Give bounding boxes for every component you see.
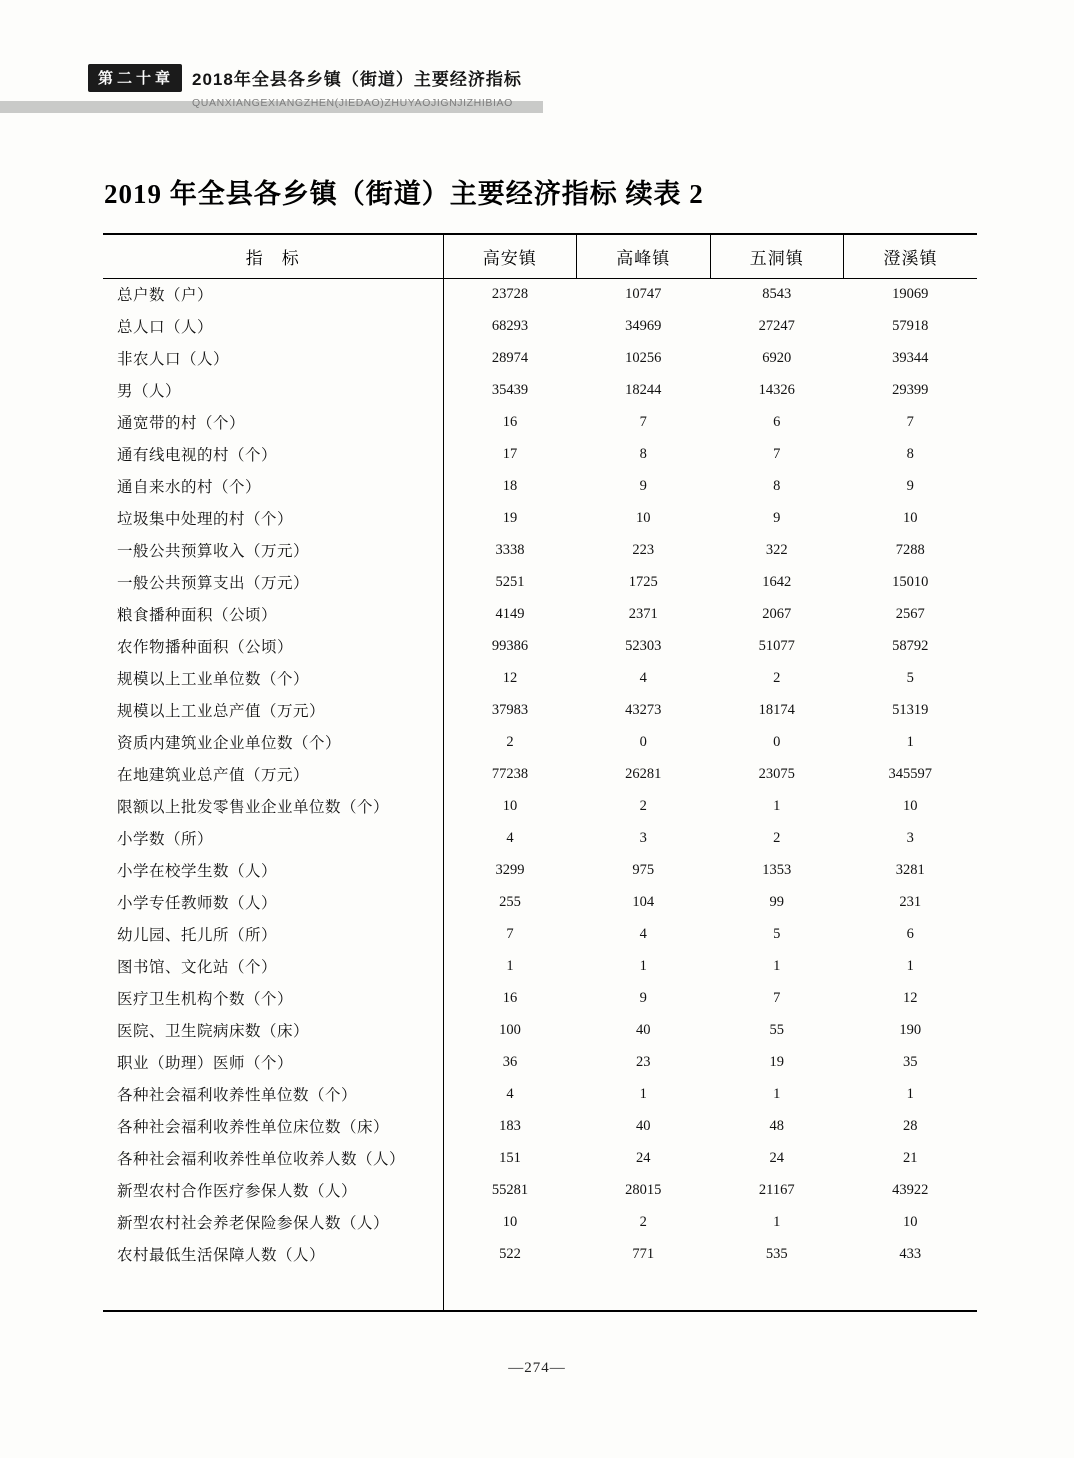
row-value: 6 (773, 413, 781, 430)
row-value: 8 (639, 445, 647, 462)
row-label: 医院、卫生院病床数（床） (103, 1014, 443, 1046)
table-row (103, 566, 977, 598)
row-value: 16 (502, 413, 518, 430)
row-value: 68293 (491, 317, 529, 334)
table-row (103, 854, 977, 886)
page-header (88, 64, 522, 109)
row-value: 18174 (758, 701, 795, 718)
row-value: 1 (773, 1213, 781, 1230)
row-value: 17 (502, 445, 518, 462)
row-value: 99386 (491, 637, 529, 654)
table-row (103, 598, 977, 630)
row-value: 4 (506, 829, 514, 846)
row-label: 在地建筑业总产值（万元） (103, 758, 443, 790)
table-row (103, 278, 977, 310)
table-row (103, 790, 977, 822)
row-value: 24 (636, 1149, 651, 1166)
row-value: 26281 (625, 765, 662, 782)
table-row (103, 406, 977, 438)
row-value: 12 (502, 669, 518, 686)
row-value: 4 (639, 925, 647, 942)
row-value: 1 (773, 957, 781, 974)
row-label: 规模以上工业单位数（个） (103, 662, 443, 694)
row-label: 男（人） (103, 374, 443, 406)
row-value: 27247 (758, 317, 795, 334)
row-value: 51077 (758, 637, 795, 654)
row-value: 36 (502, 1053, 518, 1070)
table-header-row (103, 234, 977, 278)
row-value: 2567 (895, 605, 925, 622)
row-value: 1 (639, 1085, 647, 1102)
row-label: 一般公共预算收入（万元） (103, 534, 443, 566)
row-value: 19 (769, 1053, 784, 1070)
row-value: 2067 (762, 605, 792, 622)
table-body (103, 278, 977, 1311)
row-label: 医疗卫生机构个数（个） (103, 982, 443, 1014)
column-header-indicator: 指 标 (103, 234, 443, 278)
table-row (103, 950, 977, 982)
row-value: 771 (632, 1245, 655, 1262)
row-value: 10 (502, 1213, 518, 1230)
table-row (103, 438, 977, 470)
column-header: 高安镇 (443, 234, 577, 278)
chapter-badge: 第二十章 (88, 64, 182, 92)
header-title: 2018年全县各乡镇（街道）主要经济指标 (192, 70, 522, 89)
row-value: 7 (906, 413, 914, 430)
column-header: 高峰镇 (577, 234, 711, 278)
row-label: 通宽带的村（个） (103, 406, 443, 438)
row-value: 1725 (628, 573, 658, 590)
row-label: 职业（助理）医师（个） (103, 1046, 443, 1078)
row-value: 34969 (625, 317, 662, 334)
row-value: 99 (769, 893, 784, 910)
row-value: 21 (903, 1149, 918, 1166)
row-value: 5 (906, 669, 914, 686)
row-value: 322 (765, 541, 788, 558)
table-row (103, 886, 977, 918)
row-value: 39344 (892, 349, 929, 366)
table-row (103, 918, 977, 950)
row-value: 100 (499, 1021, 521, 1038)
row-label: 一般公共预算支出（万元） (103, 566, 443, 598)
row-value: 1 (773, 1085, 781, 1102)
spacer-cell (103, 1270, 443, 1311)
row-value: 19 (502, 509, 518, 526)
row-value: 10 (903, 1213, 918, 1230)
row-value: 7288 (895, 541, 925, 558)
row-label: 非农人口（人） (103, 342, 443, 374)
row-label: 通自来水的村（个） (103, 470, 443, 502)
spacer-cell (443, 1270, 977, 1311)
row-label: 幼儿园、托儿所（所） (103, 918, 443, 950)
row-value: 223 (632, 541, 655, 558)
row-value: 77238 (491, 765, 529, 782)
row-label: 小学在校学生数（人） (103, 854, 443, 886)
row-value: 37983 (491, 701, 529, 718)
row-value: 2371 (628, 605, 658, 622)
row-label: 资质内建筑业企业单位数（个） (103, 726, 443, 758)
table-row (103, 534, 977, 566)
row-value: 15010 (892, 573, 929, 590)
row-value: 52303 (625, 637, 662, 654)
row-value: 2 (506, 733, 514, 750)
row-value: 3 (906, 829, 914, 846)
row-value: 1642 (762, 573, 792, 590)
row-value: 48 (769, 1117, 784, 1134)
row-value: 5 (773, 925, 781, 942)
row-value: 40 (636, 1117, 651, 1134)
row-value: 51319 (892, 701, 929, 718)
row-value: 255 (499, 893, 521, 910)
row-value: 2 (639, 1213, 647, 1230)
row-label: 粮食播种面积（公顷） (103, 598, 443, 630)
row-label: 新型农村合作医疗参保人数（人） (103, 1174, 443, 1206)
row-value: 2 (639, 797, 647, 814)
row-value: 2 (773, 669, 781, 686)
row-value: 28 (903, 1117, 918, 1134)
row-label: 小学数（所） (103, 822, 443, 854)
table-row (103, 662, 977, 694)
table-spacer-row (103, 1270, 977, 1311)
row-value: 14326 (758, 381, 795, 398)
row-value: 1 (906, 733, 914, 750)
row-value: 9 (639, 477, 647, 494)
row-value: 40 (636, 1021, 651, 1038)
table-row (103, 1110, 977, 1142)
table-row (103, 502, 977, 534)
row-value: 975 (632, 861, 655, 878)
row-value: 1353 (762, 861, 792, 878)
row-label: 各种社会福利收养性单位床位数（床） (103, 1110, 443, 1142)
table-row (103, 694, 977, 726)
row-value: 7 (639, 413, 647, 430)
row-value: 23 (636, 1053, 651, 1070)
row-label: 限额以上批发零售业企业单位数（个） (103, 790, 443, 822)
row-value: 43922 (892, 1181, 929, 1198)
table-row (103, 470, 977, 502)
row-value: 10256 (625, 349, 662, 366)
row-value: 7 (773, 989, 781, 1006)
row-value: 10 (903, 797, 918, 814)
row-label: 总人口（人） (103, 310, 443, 342)
row-value: 231 (899, 893, 922, 910)
table-row (103, 1014, 977, 1046)
row-value: 57918 (892, 317, 929, 334)
row-value: 8543 (762, 285, 792, 302)
row-value: 55281 (491, 1181, 529, 1198)
table-row (103, 374, 977, 406)
table-row (103, 726, 977, 758)
table-row (103, 1078, 977, 1110)
row-value: 4 (506, 1085, 514, 1102)
row-value: 345597 (888, 765, 932, 782)
row-value: 2 (773, 829, 781, 846)
row-value: 28974 (491, 349, 529, 366)
row-value: 19069 (892, 285, 929, 302)
row-value: 35 (903, 1053, 918, 1070)
row-label: 总户数（户） (103, 278, 443, 310)
row-value: 21167 (758, 1181, 795, 1198)
table-row (103, 1174, 977, 1206)
row-value: 8 (906, 445, 914, 462)
table-row (103, 1046, 977, 1078)
row-label: 通有线电视的村（个） (103, 438, 443, 470)
row-value: 9 (773, 509, 781, 526)
table-row (103, 630, 977, 662)
table-row (103, 758, 977, 790)
row-value: 3 (639, 829, 647, 846)
row-value: 29399 (892, 381, 929, 398)
row-label: 图书馆、文化站（个） (103, 950, 443, 982)
row-label: 农作物播种面积（公顷） (103, 630, 443, 662)
row-value: 10 (636, 509, 651, 526)
row-value: 151 (499, 1149, 521, 1166)
row-value: 12 (903, 989, 918, 1006)
row-value: 18244 (625, 381, 662, 398)
row-value: 7 (506, 925, 514, 942)
table-row (103, 342, 977, 374)
row-label: 垃圾集中处理的村（个） (103, 502, 443, 534)
row-value: 6 (906, 925, 914, 942)
row-value: 1 (639, 957, 647, 974)
table-row (103, 1206, 977, 1238)
row-value: 43273 (625, 701, 662, 718)
row-value: 6920 (762, 349, 792, 366)
row-value: 104 (632, 893, 655, 910)
row-label: 农村最低生活保障人数（人） (103, 1238, 443, 1270)
row-value: 55 (769, 1021, 784, 1038)
row-value: 1 (506, 957, 514, 974)
table-row (103, 310, 977, 342)
row-value: 1 (773, 797, 781, 814)
row-value: 433 (899, 1245, 922, 1262)
row-label: 各种社会福利收养性单位数（个） (103, 1078, 443, 1110)
row-value: 23075 (758, 765, 795, 782)
column-header: 澄溪镇 (844, 234, 978, 278)
row-value: 535 (765, 1245, 788, 1262)
row-value: 9 (639, 989, 647, 1006)
page-number: —274— (508, 1360, 566, 1376)
header-block (192, 64, 522, 109)
page-title: 2019 年全县各乡镇（街道）主要经济指标 续表 2 (104, 179, 704, 209)
row-value: 28015 (625, 1181, 662, 1198)
row-value: 8 (773, 477, 781, 494)
row-value: 4149 (495, 605, 525, 622)
row-value: 0 (639, 733, 647, 750)
row-value: 24 (769, 1149, 784, 1166)
row-value: 1 (906, 957, 914, 974)
column-header: 五洞镇 (710, 234, 844, 278)
row-value: 0 (773, 733, 781, 750)
row-label: 规模以上工业总产值（万元） (103, 694, 443, 726)
row-value: 190 (899, 1021, 922, 1038)
row-value: 58792 (892, 637, 929, 654)
row-value: 4 (639, 669, 647, 686)
row-value: 18 (502, 477, 518, 494)
row-value: 522 (499, 1245, 521, 1262)
row-value: 23728 (491, 285, 529, 302)
row-value: 7 (773, 445, 781, 462)
row-label: 新型农村社会养老保险参保人数（人） (103, 1206, 443, 1238)
row-value: 5251 (495, 573, 525, 590)
row-value: 16 (502, 989, 518, 1006)
header-subtitle: QUANXIANGEXIANGZHEN(JIEDAO)ZHUYAOJIGNJIZHIBIAO (192, 97, 513, 109)
row-value: 1 (906, 1085, 914, 1102)
row-label: 各种社会福利收养性单位收养人数（人） (103, 1142, 443, 1174)
table-row (103, 1238, 977, 1270)
indicators-table (103, 233, 977, 1312)
row-value: 3338 (495, 541, 525, 558)
row-value: 3281 (895, 861, 925, 878)
table-row (103, 982, 977, 1014)
row-value: 35439 (491, 381, 529, 398)
row-value: 9 (906, 477, 914, 494)
table-row (103, 1142, 977, 1174)
row-value: 10 (903, 509, 918, 526)
row-value: 10747 (625, 285, 662, 302)
row-value: 10 (502, 797, 518, 814)
row-label: 小学专任教师数（人） (103, 886, 443, 918)
row-value: 3299 (495, 861, 525, 878)
row-value: 183 (499, 1117, 521, 1134)
table-row (103, 822, 977, 854)
